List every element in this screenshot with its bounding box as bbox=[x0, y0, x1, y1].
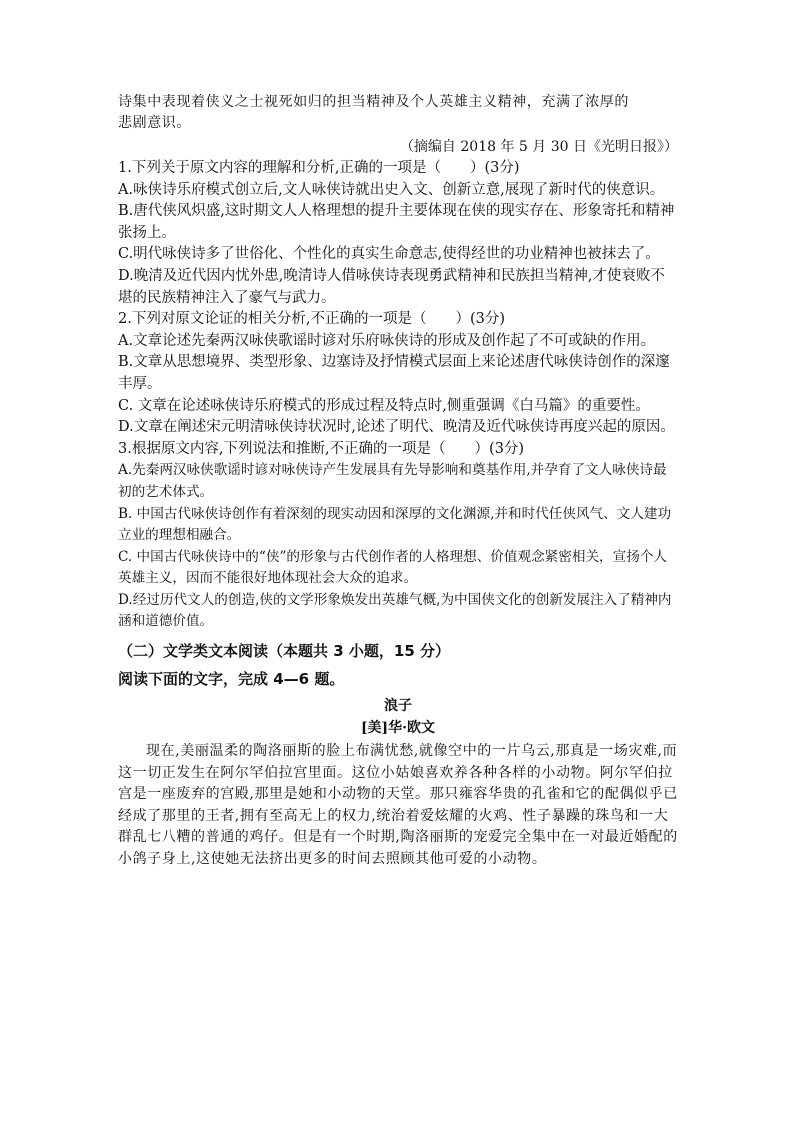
option-a: A.文章论述先秦两汉咏侠歌谣时谚对乐府咏侠诗的形成及创作起了不可或缺的作用。 bbox=[118, 332, 656, 349]
option-c: C. 中国古代咏侠诗中的“侠”的形象与古代创作者的人格理想、价值观念紧密相关，宣扬个人英雄主义，因而不能很好地体现社会大众的追求。 bbox=[118, 548, 668, 587]
option-c: C. 文章在论述咏侠诗乐府模式的形成过程及特点时,侧重强调《白马篇》的重要性。 bbox=[118, 397, 650, 414]
option-d: D.经过历代文人的创造,侠的文学形象焕发出英雄气概,为中国侠文化的创新发展注入了精神内涵和道德价值。 bbox=[118, 591, 672, 630]
question-stem: 1.下列关于原文内容的理解和分析,正确的一项是（ ）(3分) bbox=[118, 160, 520, 176]
document-page bbox=[118, 92, 678, 870]
option-b: B.唐代侠风炽盛,这时期文人人格理想的提升主要体现在侠的现实存在、形象寄托和精神张扬上。 bbox=[118, 203, 675, 241]
section-instruction: 阅读下面的文字，完成 4—6 题。 bbox=[118, 670, 345, 689]
source-citation: （摘编自 2018 年 5 月 30 日《光明日报》） bbox=[399, 139, 678, 155]
story-title: 浪子 bbox=[384, 698, 412, 715]
intro-line: 悲剧意识。 bbox=[118, 115, 191, 131]
option-a: A.先秦两汉咏侠歌谣时谚对咏侠诗产生发展具有先导影响和奠基作用,并孕育了文人咏侠诗最初的艺术体式。 bbox=[118, 462, 667, 500]
question-3 bbox=[118, 439, 678, 633]
option-b: B.文章从思想境界、类型形象、边塞诗及抒情模式层面上来论述唐代咏侠诗创作的深邃丰厚。 bbox=[118, 354, 670, 392]
question-1 bbox=[118, 158, 678, 309]
question-2 bbox=[118, 309, 678, 439]
option-d: D.晚清及近代因内忧外患,晚清诗人借咏侠诗表现勇武精神和民族担当精神,才使衰败不堪的民族精神注入了豪气与武力。 bbox=[118, 267, 665, 306]
question-stem: 2.下列对原文论证的相关分析,不正确的一项是（ ）(3分) bbox=[118, 311, 505, 328]
option-c: C.明代咏侠诗多了世俗化、个性化的真实生命意志,使得经世的功业精神也被抹去了。 bbox=[118, 246, 660, 263]
question-stem: 3.根据原文内容,下列说法和推断,不正确的一项是（ ）(3分) bbox=[118, 440, 525, 457]
option-d: D.文章在阐述宋元明清咏侠诗状况时,论述了明代、晚清及近代咏侠诗再度兴起的原因。 bbox=[118, 419, 675, 436]
story-author: [美]华·欧文 bbox=[360, 720, 436, 737]
option-a: A.咏侠诗乐府模式创立后,文人咏侠诗就出史入文、创新立意,展现了新时代的侠意识。 bbox=[118, 181, 665, 198]
section-heading: （二）文学类文本阅读（本题共 3 小题，15 分） bbox=[118, 642, 450, 661]
story-paragraph: 现在,美丽温柔的陶洛丽斯的脸上布满忧愁,就像空中的一片乌云,那真是一场灾难,而这一切正发生在阿尔罕伯拉宫里面。这位小姑娘喜欢养各种各样的小动物。阿尔罕伯拉宫是一座废弃的宫殿,那里是她和小动物的天堂。那只雍容华贵的孔雀和它的配偶似乎已经成了那里的王者,拥有至高无上的权力,统治着爱炫耀的火鸡、性子暴躁的珠鸟和一大群乱七八糟的普通的鸡仔。但是有一个时期,陶洛丽斯的宠爱完全集中在一对最近婚配的小鸽子身上,这使她无法挤出更多的时间去照顾其他可爱的小动物。 bbox=[118, 743, 678, 867]
option-b: B. 中国古代咏侠诗创作有着深刻的现实动因和深厚的文化渊源,并和时代任侠风气、文人建功立业的理想相融合。 bbox=[118, 505, 672, 544]
intro-line: 诗集中表现着侠义之士视死如归的担当精神及个人英雄主义精神，充满了浓厚的 bbox=[118, 94, 629, 110]
